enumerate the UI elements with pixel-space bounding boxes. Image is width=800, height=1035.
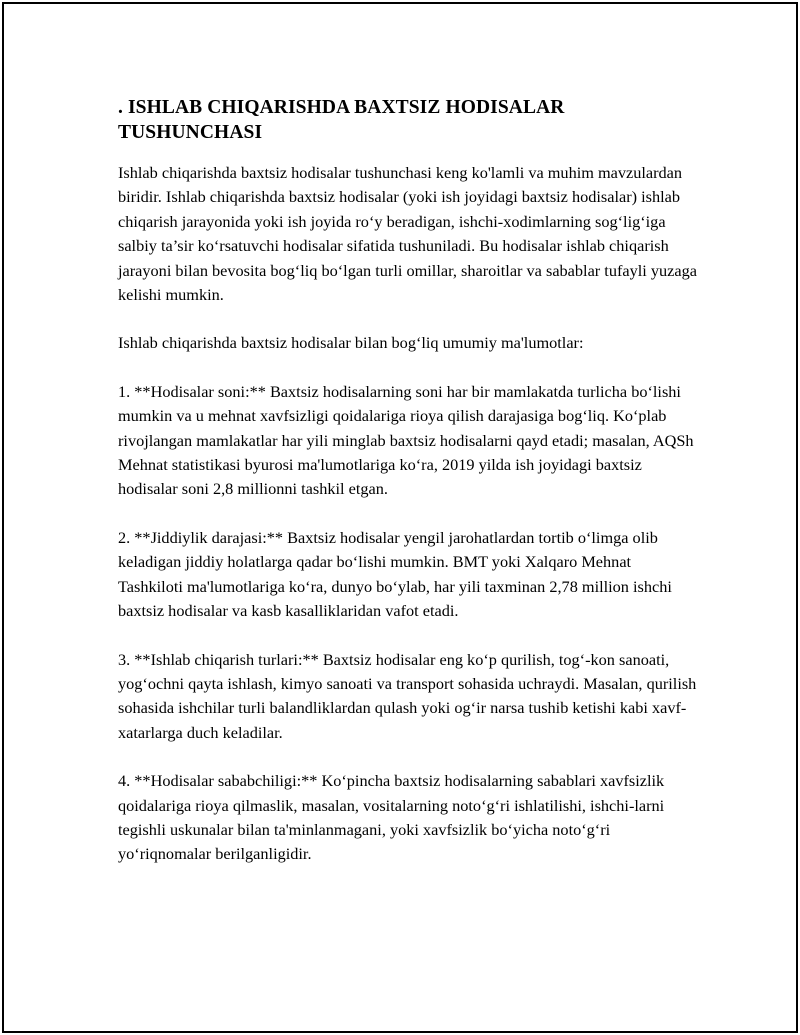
paragraph-general-info: Ishlab chiqarishda baxtsiz hodisalar bilan bog‘liq umumiy ma'lumotlar: — [118, 333, 584, 353]
paragraph-item-2: 2. **Jiddiylik darajasi:** Baxtsiz hodisalar yengil jarohatlardan tortib o‘limga olib keladigan jiddiy holatlarga qadar bo‘lishi mumkin. BMT yoki Xalqaro Mehnat Tashkiloti ma'lumotlariga ko‘ra, dunyo bo‘ylab, har yili taxminan 2,78 million ishchi baxtsiz hodisalar va kasb kasalliklaridan vafot etadi. — [118, 527, 672, 621]
document-title: . ISHLAB CHIQARISHDA BAXTSIZ HODISALAR TUSHUNCHASI — [118, 97, 565, 143]
paragraph-intro: Ishlab chiqarishda baxtsiz hodisalar tushunchasi keng ko'lamli va muhim mavzulardan biridir. Ishlab chiqarishda baxtsiz hodisalar (yoki ish joyidagi baxtsiz hodisalar) ishlab chiqarish jarayonida yoki ish joyida ro‘y beradigan, ishchi-xodimlarning sog‘lig‘iga salbiy ta’sir ko‘rsatuvchi hodisalar sifatida tushuniladi. Bu hodisalar ishlab chiqarish jarayoni bilan bevosita bog‘liq bo‘lgan turli omillar, sharoitlar va sabablar tufayli yuzaga kelishi mumkin. — [118, 163, 697, 305]
document-body — [118, 95, 698, 891]
paragraph-item-1: 1. **Hodisalar soni:** Baxtsiz hodisalarning soni har bir mamlakatda turlicha bo‘lishi mumkin va u mehnat xavfsizligi qoidalariga rioya qilish darajasiga bog‘liq. Ko‘plab rivojlangan mamlakatlar har yili minglab baxtsiz hodisalarni qayd etadi; masalan, AQSh Mehnat statistikasi byurosi ma'lumotlariga ko‘ra, 2019 yilda ish joyidagi baxtsiz hodisalar soni 2,8 millionni tashkil etgan. — [118, 381, 694, 499]
paragraph-item-3: 3. **Ishlab chiqarish turlari:** Baxtsiz hodisalar eng ko‘p qurilish, tog‘-kon sanoati, yog‘ochni qayta ishlash, kimyo sanoati va transport sohasida uchraydi. Masalan, qurilish sohasida ishchilar turli balandliklardan qulash yoki og‘ir narsa tushib ketishi kabi xavf-xatarlarga duch keladilar. — [118, 649, 697, 742]
paragraph-item-4: 4. **Hodisalar sababchiligi:** Ko‘pincha baxtsiz hodisalarning sabablari xavfsizlik qoidalariga rioya qilmaslik, masalan, vositalarning noto‘g‘ri ishlatilishi, ishchi-larni tegishli uskunalar bilan ta'minlanmagani, yoki xavfsizlik bo‘yicha noto‘g‘ri yo‘riqnomalar berilganligidir. — [118, 771, 665, 864]
